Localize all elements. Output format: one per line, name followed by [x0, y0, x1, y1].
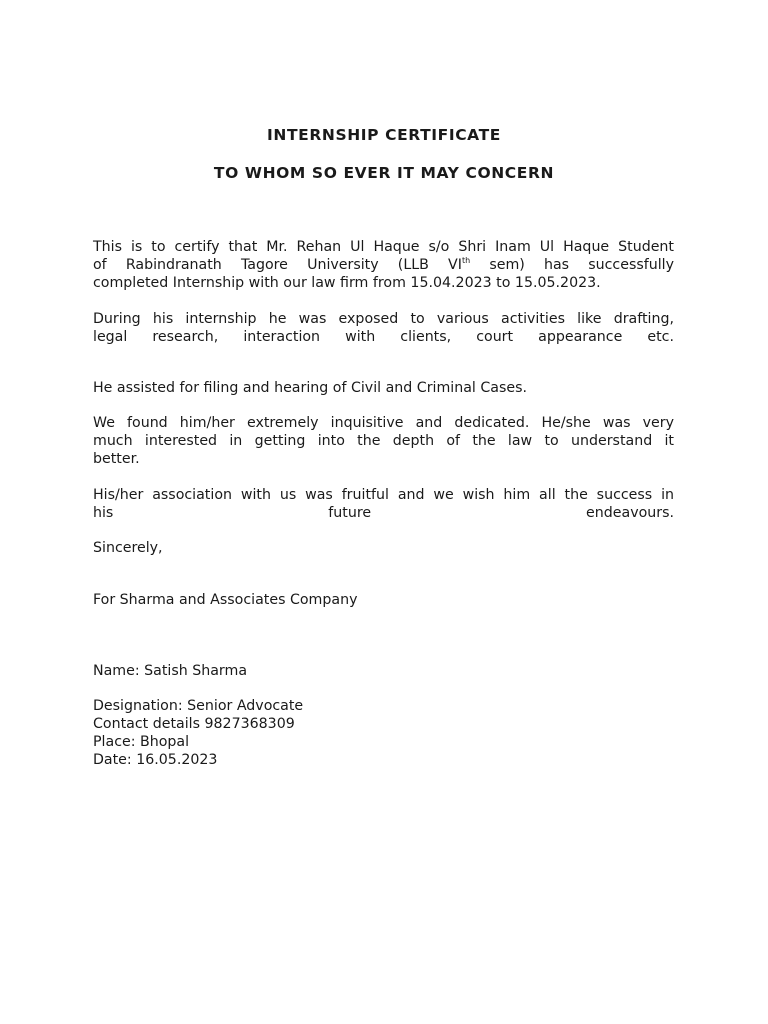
paragraph-line: completed Internship with our law firm from 15.04.2023 to 15.05.2023.	[93, 275, 601, 291]
paragraph-evaluation	[93, 414, 674, 468]
certificate-subtitle: TO WHOM SO EVER IT MAY CONCERN	[213, 164, 555, 182]
paragraph-certification	[93, 238, 674, 292]
text-fragment: of Rabindranath Tagore University (LLB VI	[93, 257, 462, 273]
signatory-designation: Designation: Senior Advocate	[93, 698, 304, 714]
paragraph-line: During his internship he was exposed to various activities like drafting,	[93, 311, 674, 327]
superscript: th	[461, 256, 471, 265]
signatory-details	[93, 697, 674, 769]
signatory-date: Date: 16.05.2023	[93, 752, 218, 768]
paragraph-line: much interested in getting into the depth of the law to understand it	[93, 433, 674, 449]
paragraph-line: better.	[93, 451, 140, 467]
text-fragment: sem) has successfully	[470, 257, 674, 273]
paragraph-line	[93, 256, 674, 274]
paragraph-wishes	[93, 486, 674, 522]
closing-salutation: Sincerely,	[93, 540, 163, 556]
paragraph-line: This is to certify that Mr. Rehan Ul Haque s/o Shri Inam Ul Haque Student	[93, 239, 674, 255]
company-line: For Sharma and Associates Company	[93, 592, 358, 608]
certificate-title: INTERNSHIP CERTIFICATE	[267, 126, 501, 144]
signatory-name: Name: Satish Sharma	[93, 663, 248, 679]
paragraph-line: His/her association with us was fruitful and we wish him all the success in	[93, 487, 674, 503]
signatory-place: Place: Bhopal	[93, 734, 190, 750]
paragraph-line: legal research, interaction with clients, court appearance etc.	[93, 329, 674, 345]
paragraph-line: We found him/her extremely inquisitive and dedicated. He/she was very	[93, 415, 674, 431]
paragraph-line: his future endeavours.	[93, 505, 674, 521]
paragraph-cases: He assisted for filing and hearing of Civil and Criminal Cases.	[93, 380, 527, 396]
paragraph-internship-activities	[93, 310, 674, 346]
signatory-contact: Contact details 9827368309	[93, 716, 295, 732]
